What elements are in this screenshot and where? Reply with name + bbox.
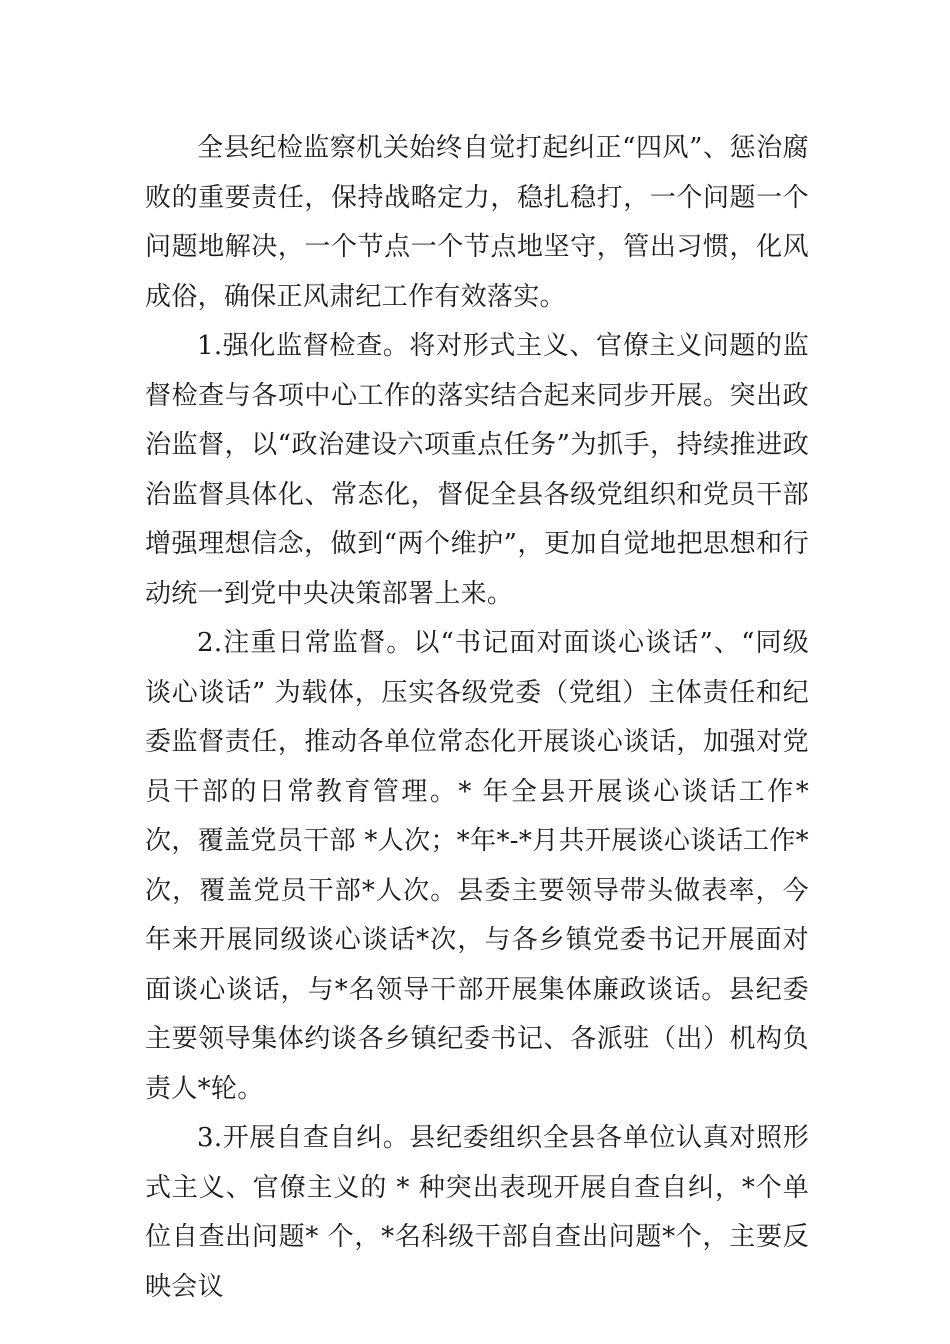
paragraph-daily-supervision: 2.注重日常监督。以“书记面对面谈心谈话”、“同级谈心谈话” 为载体，压实各级党委（党组）主体责任和纪委监督责任，推动各单位常态化开展谈心谈话，加强对党员干部的日常教育管理。* 年全县开展谈心谈话工作*次，覆盖党员干部 *人次；*年*-*月共开展谈心谈话工作*次，覆盖党员干部*人次。县委主要领导带头做表率，今年来开展同级谈心谈话*次，与各乡镇党委书记开展面对面谈心谈话，与*名领导干部开展集体廉政谈话。县纪委主要领导集体约谈各乡镇纪委书记、各派驻（出）机构负责人*轮。	[145, 628, 809, 1104]
document-body	[145, 124, 809, 1312]
paragraph-supervision-inspection: 1.强化监督检查。将对形式主义、官僚主义问题的监督检查与各项中心工作的落实结合起来同步开展。突出政治监督，以“政治建设六项重点任务”为抓手，持续推进政治监督具体化、常态化，督促全县各级党组织和党员干部增强理想信念，做到“两个维护”，更加自觉地把思想和行动统一到党中央决策部署上来。	[145, 331, 809, 609]
paragraph-intro: 全县纪检监察机关始终自觉打起纠正“四风”、惩治腐败的重要责任，保持战略定力，稳扎稳打，一个问题一个问题地解决，一个节点一个节点地坚守，管出习惯，化风成俗，确保正风肃纪工作有效落实。	[145, 133, 809, 312]
paragraph-self-inspection: 3.开展自查自纠。县纪委组织全县各单位认真对照形式主义、官僚主义的 * 种突出表现开展自查自纠，*个单位自查出问题* 个，*名科级干部自查出问题*个，主要反映会议	[145, 1123, 809, 1302]
